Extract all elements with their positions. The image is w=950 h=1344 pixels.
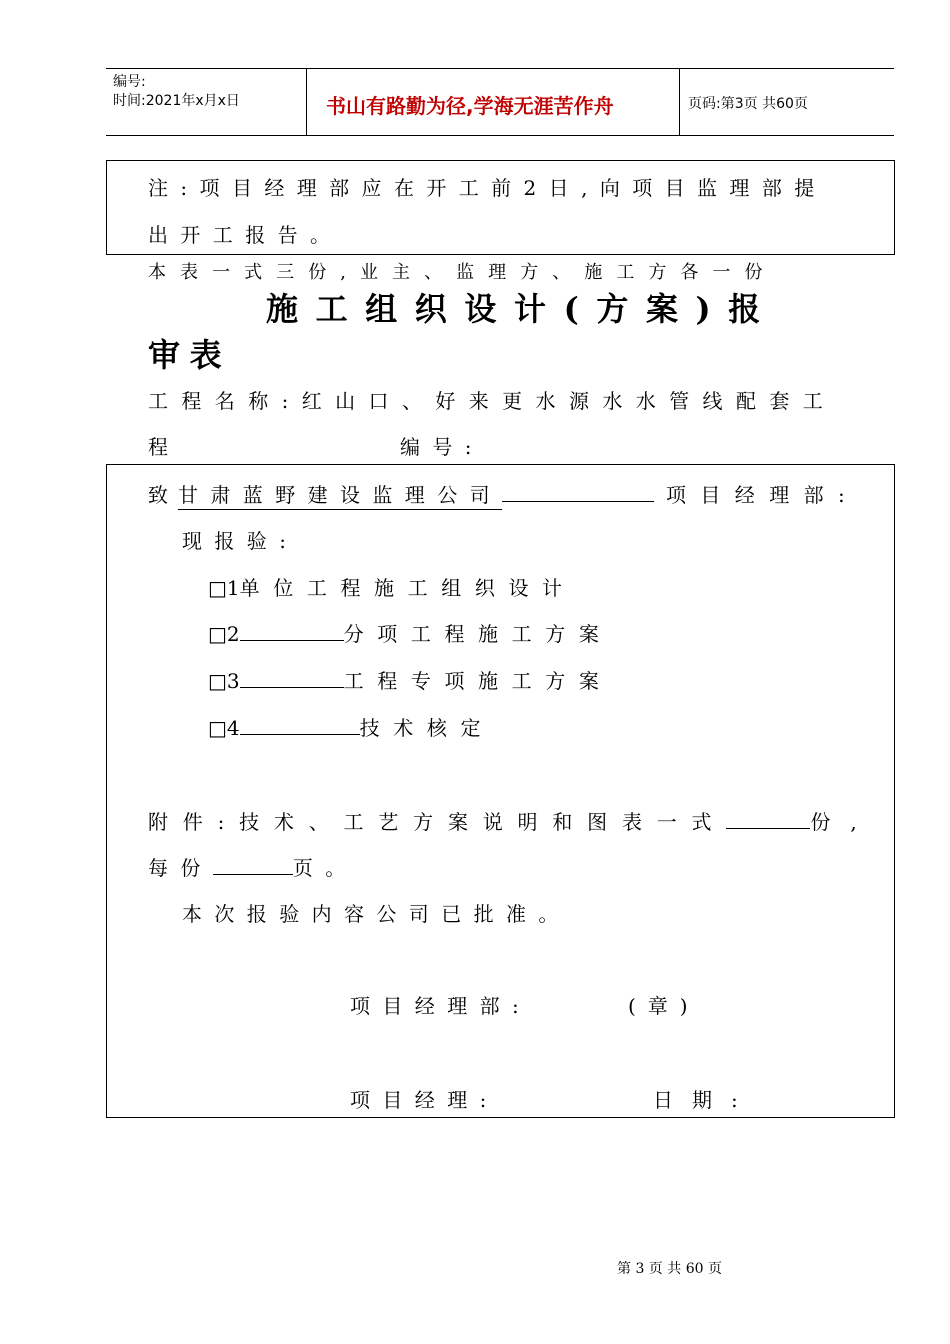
addressee-prefix: 致 (148, 483, 178, 507)
addressee-blank (502, 483, 654, 502)
addressee-company: 甘肃蓝野建设监理公司 (178, 483, 502, 510)
note-line-1: 注:项目经理部应在开工前2日,向项目监理部提 (148, 176, 827, 200)
checkbox-1[interactable]: □ (208, 576, 227, 600)
item-row-4 (208, 712, 494, 741)
per-copy-line (148, 852, 358, 881)
header-divider-left (306, 68, 307, 135)
item-blank-2 (240, 622, 344, 641)
project-code-label: 编号: (400, 435, 484, 459)
header-top-rule (106, 68, 894, 69)
date-label: 日期: (653, 1088, 757, 1112)
item-blank-4 (240, 716, 360, 735)
document-title-line-1: 施工组织设计(方案)报 (266, 290, 778, 328)
item-row-1 (208, 572, 576, 601)
item-text-2: 分项工程施工方案 (343, 622, 613, 646)
project-name-line-1: 工程名称:红山口、好来更水源水水管线配套工 (148, 389, 837, 413)
checkbox-4[interactable]: □ (208, 716, 227, 740)
per-copy-suffix: 页。 (292, 856, 358, 880)
page-footer: 第 3 页 共 60 页 (617, 1261, 722, 1277)
addressee-suffix: 项目经理部: (666, 483, 860, 507)
copies-note: 本表一式三份,业主、监理方、施工方各一份 (148, 262, 777, 283)
header-motto: 书山有路勤为径,学海无涯苦作舟 (326, 94, 614, 118)
header-bottom-rule (106, 135, 894, 136)
header-time-label: 时间:2021年x月x日 (113, 93, 240, 109)
item-row-3 (208, 665, 612, 694)
header-page-label: 页码:第3页 共60页 (688, 96, 808, 112)
dept-label: 项目经理部: (350, 994, 532, 1018)
checkbox-2[interactable]: □ (208, 622, 227, 646)
seal-label: (章) (628, 994, 700, 1018)
report-label: 现报验: (182, 529, 299, 553)
attachment-line (148, 806, 877, 835)
approval-statement: 本次报验内容公司已批准。 (182, 902, 571, 926)
document-title-line-2: 审表 (148, 336, 232, 374)
item-num-2: 2 (226, 622, 240, 646)
item-num-4: 4 (226, 716, 240, 740)
note-line-2: 出开工报告。 (148, 223, 343, 247)
checkbox-3[interactable]: □ (208, 669, 227, 693)
attachment-text: 附件:技术、工艺方案说明和图表一式 (148, 810, 727, 834)
item-text-4: 技术核定 (359, 716, 495, 740)
addressee-line (148, 479, 859, 508)
item-row-2 (208, 618, 612, 647)
header-divider-right (679, 68, 680, 135)
header-code-label: 编号: (113, 74, 146, 90)
item-text-1: 单位工程施工组织设计 (239, 576, 576, 600)
form-box (106, 464, 895, 1118)
project-name-line-2: 程 (148, 435, 168, 459)
item-num-3: 3 (226, 669, 240, 693)
attachment-copies-suffix: 份, (810, 810, 877, 834)
attachment-copies-blank (726, 810, 810, 829)
per-copy-prefix: 每份 (148, 856, 213, 880)
item-blank-3 (240, 669, 344, 688)
manager-label: 项目经理: (350, 1088, 499, 1112)
item-num-1: 1 (226, 576, 240, 600)
per-copy-pages-blank (213, 856, 293, 875)
item-text-3: 工程专项施工方案 (343, 669, 613, 693)
